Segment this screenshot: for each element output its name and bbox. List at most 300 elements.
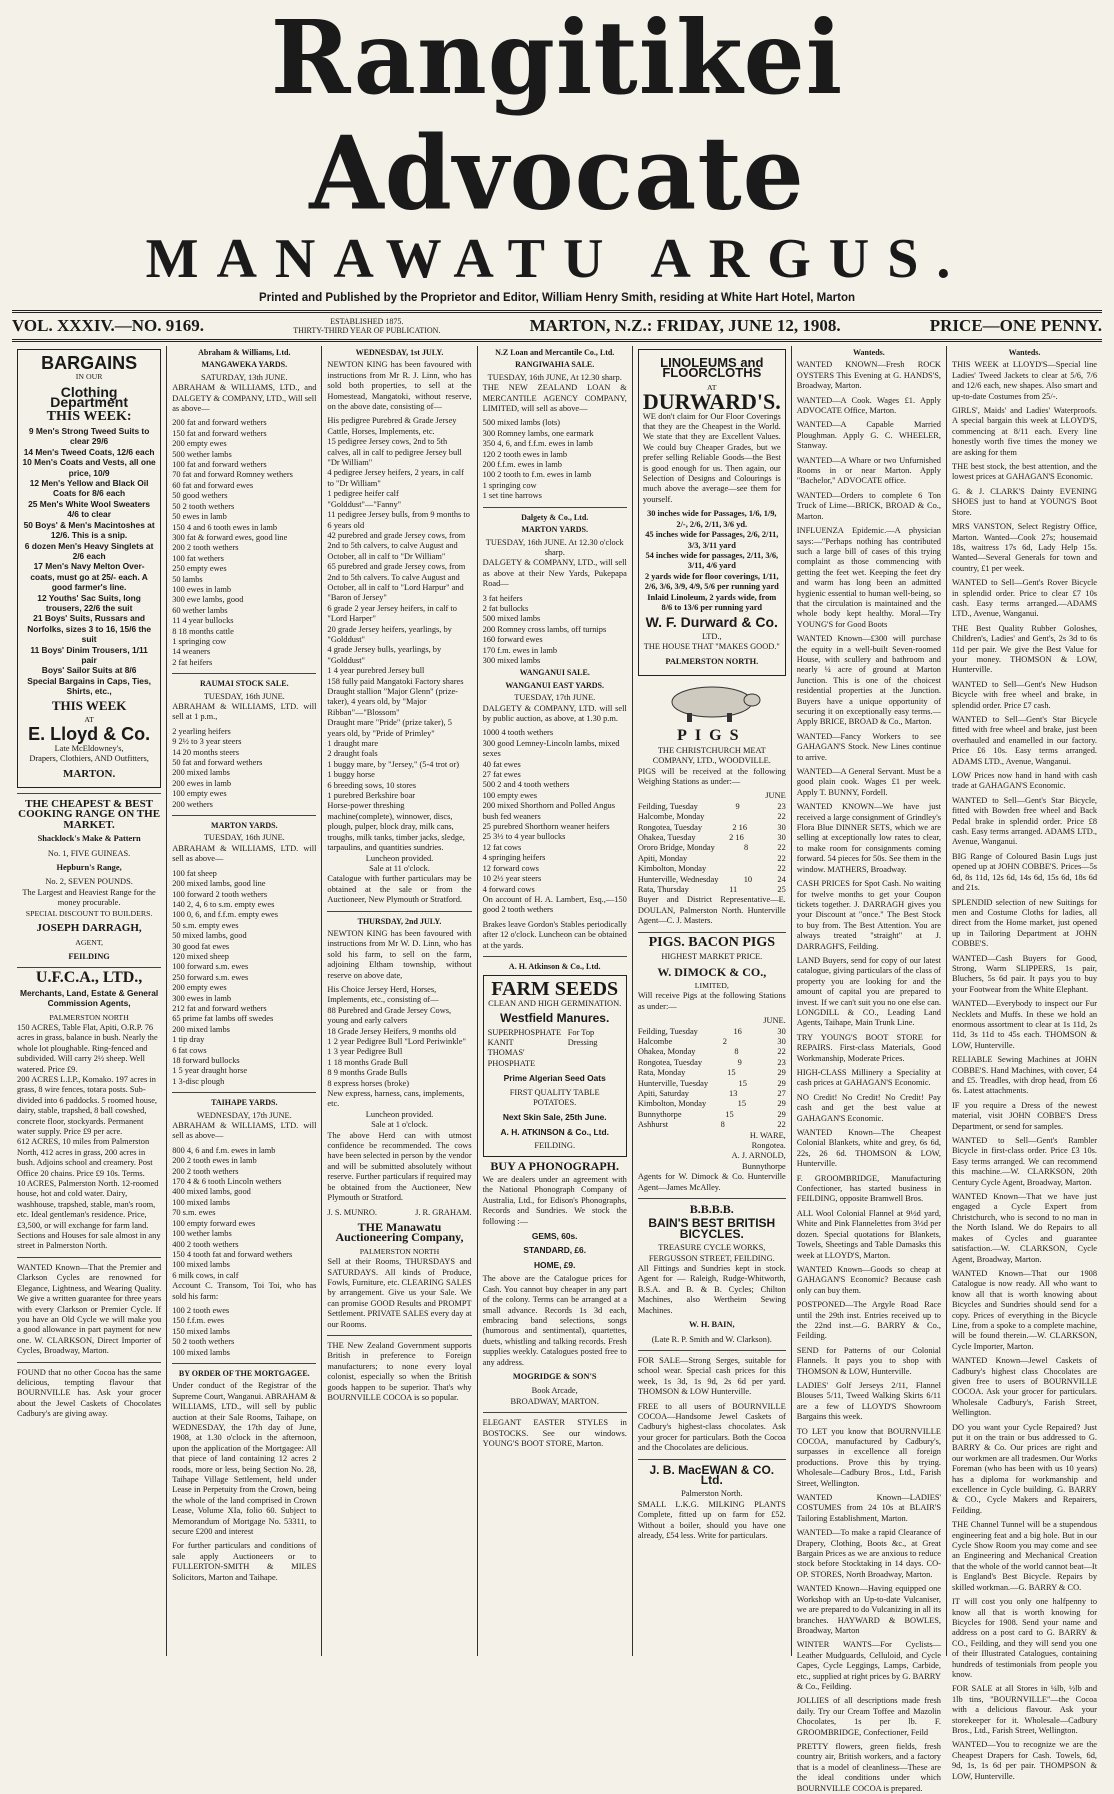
list-item: His pedigree Purebred & Grade Jersey Cattle, Horses, Implements, etc. — [327, 416, 457, 436]
list-item: MRS VANSTON, Select Registry Office, Marton. Wanted—Cook 27s; housemaid 18s, waitress 17s 6d, Lady Help 15s. Wanted—Several Generals for town and country, £1 per week. — [951, 522, 1098, 573]
luncheon-text: Luncheon provided. — [365, 1109, 434, 1119]
list-item: 100 forward s.m. ewes — [172, 962, 249, 972]
list-item: 400 mixed lambs, good — [172, 1187, 251, 1197]
table-cell: Kimbolton, Monday — [637, 864, 707, 874]
manure-super: SUPERPHOSPHATE — [487, 1027, 562, 1037]
list-item: 350 4, 6, and f.f.m. ewes in lamb — [482, 439, 593, 449]
list-item: 200 empty ewes — [172, 983, 227, 993]
price: PRICE—ONE PENNY. — [929, 316, 1102, 335]
list-item: HIGH-CLASS Millinery a Speciality at cash prices at GAHAGAN'S Economic. — [796, 1068, 941, 1088]
firm-heading: N.Z Loan and Mercantile Co., Ltd. — [495, 348, 615, 357]
list-item: 6 breeding sows, 10 stores — [327, 780, 417, 790]
list-item: 2 yearling heifers — [172, 726, 231, 736]
table-cell: 29 — [777, 1068, 786, 1078]
list-item: 100 empty ewes — [172, 789, 227, 799]
list-item: 1 3-disc plough — [172, 1076, 225, 1086]
table-cell: Apiti, Saturday — [637, 1088, 689, 1098]
highest-price: HIGHEST MARKET PRICE. — [661, 952, 763, 962]
list-item: 14 20 months steers — [172, 747, 239, 757]
list-item: 60 fat and forward ewes — [172, 480, 254, 490]
sale-title: MANGAWEKA YARDS. — [201, 360, 288, 370]
list-item: DO you want your Cycle Repaired? Just put it on the train or bus addressed to G. BARRY & Co. Our prices are right and our workmen are all tradesmen. Our Works Foreman (who has been with us 10 years) has a diploma for workmanship and excellence in Cycle building. G. BARRY & CO., Cycle Makers and Repairers, Feilding. — [951, 1422, 1098, 1515]
list-item: 1 draught mare — [327, 739, 379, 749]
ware-name: H. WARE, — [749, 1130, 786, 1140]
list-item: 8 18 months cattle — [172, 626, 234, 636]
list-item: F. GROOMBRIDGE, Manufacturing Confectioner, has started business in FEILDING, opposite Bramwell Bros. — [796, 1173, 941, 1204]
list-item: 1 3 year Pedigree Bull — [327, 1047, 403, 1057]
table-row — [638, 1110, 786, 1120]
book-arcade: Book Arcade, — [531, 1386, 578, 1396]
graham-name: J. R. GRAHAM. — [415, 1207, 472, 1217]
agent-text: AGENT, — [75, 937, 103, 947]
list-item: 2 fat bullocks — [482, 603, 529, 613]
list-item: 50 2 tooth wethers — [172, 501, 235, 511]
farm-seeds-sub: CLEAN AND HIGH GERMINATION. — [488, 998, 622, 1008]
sale-intro: ABRAHAM & WILLIAMS, LTD. will sell as above— — [172, 1121, 317, 1141]
bargains-heading: BARGAINS — [41, 353, 138, 373]
sale-intro: THE NEW ZEALAND LOAN & MERCANTILE AGENCY COMPANY, LIMITED, will sell as above— — [482, 383, 627, 414]
list-item: 100 fat and forward wethers — [172, 460, 267, 470]
list-item: 6 dozen Men's Heavy Singlets at 2/6 each — [24, 540, 154, 561]
table-cell: Rata, Thursday — [637, 885, 689, 895]
table-cell: Halcombe — [637, 1036, 673, 1046]
list-item: WANTED Known—That we have just engaged a Cycle Expert from Christchurch, who is second to no man in the North Island. We do Repairs to all makes of Cycles and guarantee satisfaction.—W. CLARKSON, Cycle Agent, Broadway, Marton. — [951, 1192, 1098, 1264]
list-item: WANTED—To make a rapid Clearance of Drapery, Clothing, Boots &c., at Great Bargain Prices as we are anxious to reduce stock before Stocktaking in 14 days. CO-OP. STORES, North Broadway, Marton. — [796, 1528, 941, 1579]
sale-date: TUESDAY, 16th JUNE. At 12.30 o'clock sharp. — [485, 537, 624, 557]
table-cell: 22 — [777, 864, 786, 874]
column-5 — [633, 346, 792, 1656]
divider — [483, 956, 627, 957]
list-item: THE Best Quality Rubber Goloshes, Children's, Ladies' and Gent's, 2s 3d to 6s 11d per pair. We give the Best Value for your money. THOMSON & LOW, Hunterville. — [951, 623, 1098, 675]
table-cell: Rongotea, Tuesday — [637, 1057, 703, 1067]
list-item: 6 fat cows — [172, 1045, 207, 1055]
list-item: SPLENDID selection of new Suitings for men and Costume Cloths for ladies, all direct from the Home market, just opened up in Tailoring Department at JOHN COBBE'S. — [951, 897, 1098, 949]
list-item: 100 mixed lambs — [172, 1260, 230, 1270]
list-item: 140 2, 4, 6 to s.m. empty ewes — [172, 899, 275, 909]
list-item: WANTED—A Whare or two Unfurnished Rooms in or near Marton. Apply "Bachelor," ADVOCATE office. — [796, 455, 941, 486]
lino-prices — [643, 509, 781, 613]
list-item: 100 mixed lambs — [172, 1197, 230, 1207]
list-item: 25 3½ to 4 year bullocks — [482, 832, 566, 842]
list-item: 50 lambs — [172, 574, 203, 584]
divider — [17, 1362, 161, 1363]
list-item: WANTED to Sell—Gent's Star Bicycle, fitted with Bowden free wheel and Back Pedal brake in splendid order. Price £8 cash. Easy terms arranged. ADAMS LTD., Avenue, Wanganui. — [951, 795, 1098, 847]
table-cell: Rata, Monday — [637, 1068, 686, 1078]
list-item: 50 fat and forward wethers — [172, 758, 263, 768]
table-row — [638, 802, 786, 812]
newton-king-intro: NEWTON KING has been favoured with instructions from Mr W. D. Linn, who has sold his farm, to sell on the farm, adjoining Eltham township, without reserve on above date, — [327, 928, 472, 980]
list-item: Sections and Houses for sale almost in any street in Palmerston North. — [17, 1231, 161, 1251]
list-item: 612 ACRES, 10 miles from Palmerston North, 412 acres in grass, 200 acres in bush. Adjoins school and creamery. Post Office 20 chains. Price £9 10s. Terms. — [17, 1137, 153, 1178]
column-1 — [12, 346, 167, 1656]
volume-number: VOL. XXXIV.—NO. 9169. — [12, 316, 205, 335]
sale-intro: DALGETY & COMPANY, LTD., will sell as above at their New Yards, Pukepapa Road— — [482, 558, 627, 589]
account-items — [172, 1306, 316, 1358]
manure-thomas: THOMAS' PHOSPHATE — [487, 1048, 536, 1068]
list-item: 17 Men's Navy Melton Over-coats, must go at 25/- each. A good farmer's line. — [30, 561, 148, 593]
mogridge-name: MOGRIDGE & SON'S — [512, 1371, 597, 1381]
list-item: 1 buggy horse — [327, 770, 375, 780]
brakes-text: Brakes leave Gordon's Stables periodically after 12 o'clock. Luncheon can be obtained at the yards. — [482, 919, 627, 950]
table-row — [638, 1089, 786, 1099]
manawatu-heading: THE Manawatu Auctioneering Company, — [335, 1219, 464, 1245]
list-item: 50 2 tooth wethers — [172, 1337, 235, 1347]
list-item: 18 Grade Jersey Heifers, 9 months old — [327, 1026, 457, 1036]
table-row — [638, 1037, 786, 1047]
manawatu-place: PALMERSTON NORTH — [359, 1246, 440, 1256]
atkinson-name: A. H. ATKINSON & Co., Ltd. — [500, 1126, 609, 1137]
divider — [17, 1257, 161, 1258]
sale-date: TUESDAY, 16th JUNE. — [203, 833, 285, 843]
westfield-heading: Westfield Manures. — [500, 1011, 610, 1026]
table-cell: 15 — [737, 1099, 746, 1109]
list-item: WANTED KNOWN—Fresh ROCK OYSTERS This Evening at G. HANDS'S, Broadway, Marton. — [796, 360, 941, 391]
table-cell: 23 — [777, 1057, 786, 1067]
table-cell: 22 — [777, 812, 786, 822]
phonograph-text: We are dealers under an agreement with the National Phonograph Company of Australia, Ltd., for Edison's Phonographs, Records and Sundries. We stock the following :— — [482, 1175, 627, 1226]
table-cell: 27 — [777, 1088, 786, 1098]
list-item: 8 express horses (broke) — [327, 1078, 410, 1088]
newspaper-title: Rangitikei Advocate — [270, 0, 844, 233]
wanted-ads — [952, 360, 1097, 1782]
list-item: WANTED to Sell—Gent's Rambler Bicycle in first-class order. Price £3 10s. Easy terms arranged. We can recommend this machine.—W. CLARKSON, 20th Century Cycle Agent, Broadway, Marton. — [951, 1136, 1098, 1187]
list-item: WANTED—Cash Buyers for Good, Strong, Warm SLIPPERS, 1s pair, Bluchers, 5s 6d pair. It pays you to buy your Footwear from the White Elephant. — [951, 953, 1098, 994]
list-item: 27 fat ewes — [482, 770, 521, 780]
june-label: JUNE — [765, 791, 786, 801]
cooking-range-heading: THE CHEAPEST & BEST COOKING RANGE ON THE MARKET. — [18, 798, 161, 831]
list-item: 200 wethers — [172, 799, 213, 809]
list-item: 500 2 and 4 tooth wethers — [482, 780, 570, 790]
feilding-text: FEILDING. — [534, 1141, 576, 1151]
drapers-text: Drapers, Clothiers, AND Outfitters, — [29, 754, 149, 764]
macewan-heading: J. B. MacEWAN & CO. Ltd. — [649, 1462, 775, 1487]
list-item: 14 Men's Tweed Coats, 12/6 each — [23, 446, 155, 457]
table-row — [638, 1058, 786, 1068]
ltd-text: LTD., — [701, 631, 722, 641]
stations-table — [638, 1027, 786, 1131]
list-item: 150 ACRES, Table Flat, Apiti, O.R.P. 76 acres in grass, balance in bush. Nearly the whole lot ploughable. Ring-fenced and subdivided. Will carry 2½ sheep. Well watered. Price £9. — [17, 1022, 158, 1074]
list-item: 50 good wethers — [172, 491, 228, 501]
list-item: 200 ACRES L.I.P., Komako. 197 acres in grass, 8 wire fences, totara posts. Sub-divided into 6 paddocks. 5 roomed house, dairy, stable, trapshed, 8 ball cowshed, concrete floor, stockyards. Permanent water supply. Price £9 per acre. — [17, 1074, 158, 1136]
newspaper-subtitle: MANAWATU ARGUS. — [145, 228, 969, 290]
divider — [638, 1459, 786, 1460]
table-row — [638, 1068, 786, 1078]
list-item: 1 2 year Pedigree Bull "Lord Periwinkle" — [327, 1037, 466, 1046]
column-3 — [322, 346, 477, 1656]
list-item: 150 mixed lambs — [172, 1326, 230, 1336]
list-item: WANTED—You to recognize we are the Cheapest Drapers for Cash. Towels, 6d, 9d, 1s, 1s 6d per pair. THOMPSON & LOW, Hunterville. — [951, 1740, 1098, 1781]
list-item: 12 Men's Yellow and Black Oil Coats for 8/6 each — [29, 478, 149, 499]
columns — [12, 346, 1102, 1793]
table-cell: 2 16 — [729, 833, 744, 843]
bbbb-heading: B.B.B.B. — [689, 1202, 734, 1217]
list-item: THIS WEEK at LLOYD'S—Special line Ladies' Tweed Jackets to clear at 5/6, 7/6 and 12/6 each, new shapes. Also smart and up-to-date Costumes from 25/-. — [951, 360, 1098, 401]
table-cell: 30 — [777, 1036, 786, 1046]
list-item: WANTED Known—That our 1908 Catalogue is now ready. All who want to know all that is worth knowing about Bicycles and Sundries should send for a copy. Prices of everything in the Bicycle Line, from a spoke to a complete machine, will be found therein.—W. CLARKSON, Cycle Importer, Marton. — [951, 1268, 1098, 1351]
sale-date: THURSDAY, 2nd JULY. — [357, 916, 442, 926]
table-cell: 30 — [777, 822, 786, 832]
list-item: 11 Boys' Dinim Trousers, 1/11 pair — [30, 644, 148, 665]
list-item: 10 ACRES, Palmerston North. 12-roomed house, hot and cold water. Dairy, washhouse, trapshed, stable, man's room, etc. Ideal gentleman's residence. Price, £3,500, or will exchange for farm land. — [17, 1179, 159, 1230]
table-row — [638, 1099, 786, 1109]
list-item: 65 prime fat lambs off swedes — [172, 1014, 274, 1024]
printed-by-line: Printed and Published by the Proprietor and Editor, William Henry Smith, residing at White Hart Hotel, Marton — [258, 292, 856, 304]
list-item: 800 4, 6 and f.m. ewes in lamb — [172, 1145, 276, 1155]
list-item: 1 tip dray — [172, 1035, 205, 1045]
table-cell: 29 — [777, 1099, 786, 1109]
serges-ad: FOR SALE—Strong Serges, suitable for school wear. Special cash prices for this week, 1s 3d, 1s 9d, 2s 6d per yard. THOMSON & LOW Hunterville. — [637, 1355, 786, 1397]
list-item: 1 pedigree heifer calf "Golddust"—"Fanny" — [327, 489, 402, 509]
list-item: Special Bargains in Caps, Ties, Shirts, etc., — [27, 675, 151, 697]
sale-intro: ABRAHAM & WILLIAMS, LTD. will sell as above— — [172, 843, 317, 864]
standard-price: STANDARD, £6. — [523, 1245, 587, 1256]
list-item: 200 f.f.m. ewes in lamb — [482, 460, 562, 470]
sale-subtitle: WANGANUI EAST YARDS. — [505, 680, 605, 690]
receive-text: Will receive Pigs at the following Stations as under:— — [637, 991, 786, 1011]
list-item: Inlaid Linoleum, 2 yards wide, from 8/6 to 13/6 per running yard — [647, 592, 777, 612]
account-text: On account of H. A. Lambert, Esq.,—150 good 2 tooth wethers — [482, 894, 627, 915]
list-item: 500 mixed lambs (lots) — [482, 418, 561, 428]
sale-date: SATURDAY, 13th JUNE. — [201, 372, 288, 382]
list-item: 200 mixed lambs — [172, 768, 230, 778]
feilding-text: FEILDING — [68, 951, 110, 961]
ufca-subheading: Merchants, Land, Estate & General Commission Agents, — [19, 987, 159, 1009]
list-item: 100 mixed lambs — [172, 1347, 230, 1357]
list-item: WANTED Known—LADIES' COSTUMES from 24 10s at BLAIR'S Tailoring Establishment, Marton. — [796, 1493, 941, 1523]
mortgage-heading: BY ORDER OF THE MORTGAGEE. — [178, 1368, 310, 1378]
list-item: RELIABLE Sewing Machines at JOHN COBBE'S. Hand Machines, with cover, £4 and £5. Treadles, with drop head, from £6 6s. Latest attachments. — [951, 1055, 1098, 1096]
table-cell: 8 — [744, 843, 749, 853]
list-item: 100 2 tooth ewes — [172, 1305, 230, 1315]
table-row — [638, 843, 786, 853]
late-text: (Late R. P. Smith and W. Clarkson). — [651, 1334, 772, 1344]
list-item: 100 0, 6, and f.f.m. empty ewes — [172, 910, 279, 920]
list-item: 1 buggy mare, by "Jersey," (5-4 trot or) — [327, 759, 460, 769]
firm-heading: Dalgety & Co., Ltd. — [521, 512, 589, 522]
list-item: WANTED Known—The Cheapest Colonial Blankets, white and grey, 6s 6d, 22s, 26 6d. THOMSON & LOW, Hunterville. — [796, 1128, 941, 1169]
list-item: WANTED—A Cook. Wages £1. Apply ADVOCATE Office, Marton. — [796, 395, 941, 416]
list-item: 2 fat heifers — [172, 657, 213, 667]
pigs-text: PIGS will be received at the following Weighing Stations as under:— — [637, 766, 786, 786]
list-item: 158 fully paid Mangatoki Factory shares — [327, 676, 464, 686]
at-text: AT — [707, 382, 717, 392]
sale-date: TUESDAY, 17th JUNE. — [514, 693, 596, 703]
list-item: IT will cost you only one halfpenny to know all that is worth knowing for Bicycles for 1908. Send your name and address on a post card to G. BARRY & CO., Feilding, and they will send you one of their Illustrated Catalogues, containing hundreds of testimonials from people you know. — [951, 1597, 1098, 1679]
list-item: 1 4 year purebred Jersey bull — [327, 666, 425, 676]
divider — [638, 1350, 786, 1351]
list-item: G. & J. CLARK'S Dainty EVENING SHOES just to hand at YOUNG'S Boot Store. — [951, 486, 1098, 517]
table-cell: 9 — [737, 1057, 742, 1067]
account-text: Account C. Transom, Toi Toi, who has sold his farm: — [172, 1281, 317, 1301]
top-dressing: For Top Dressing — [567, 1027, 598, 1047]
table-cell: 10 — [743, 874, 753, 884]
list-item: 4 springing heifers — [482, 853, 546, 863]
column-6 — [792, 346, 947, 1793]
list-item: WANTED KNOWN—We have just received a large consignment of Grindley's Flora Blue DINNER SETS, which we are selling at exceptionally low rates to clear, to make room for consignments coming forward. 54 pieces for 50s. See them in the window. MATHERS, Broadway. — [796, 802, 941, 874]
list-item: His Choice Jersey Herd, Horses, Implements, etc., consisting of— — [327, 984, 439, 1005]
publication-year-note: THIRTY-THIRD YEAR OF PUBLICATION. — [293, 326, 441, 335]
list-item: PRETTY flowers, green fields, fresh country air, British workers, and a factory that is a model of cleanliness—These are the ideal conditions under which BOURNVILLE COCOA is prepared. — [796, 1741, 941, 1793]
masthead — [12, 0, 1102, 304]
column-4 — [478, 346, 633, 1656]
table-cell: Ohakea, Tuesday — [637, 833, 696, 843]
list-item: 6 milk cows, in calf — [172, 1270, 239, 1280]
established-year: ESTABLISHED 1875. — [330, 317, 404, 326]
wanteds-heading: Wanteds. — [1008, 348, 1041, 357]
table-cell: Apiti, Monday — [637, 853, 688, 863]
list-item: WANTED Known—Goods so cheap at GAHAGAN'S Economic? Because cash only can buy them. — [796, 1264, 941, 1295]
list-item: 300 fat & forward ewes, good line — [172, 532, 288, 542]
table-row — [638, 1079, 786, 1089]
list-item: 50 s.m. empty ewes — [172, 920, 239, 930]
skin-sale: Next Skin Sale, 25th June. — [502, 1112, 607, 1123]
list-item: 150 4 and 6 tooth ewes in lamb — [172, 522, 278, 532]
potatoes-text: FIRST QUALITY TABLE POTATOES. — [509, 1087, 600, 1107]
durward-ad — [638, 349, 786, 676]
column-2 — [167, 346, 322, 1656]
sale-title: RANGIWAHIA SALE. — [515, 360, 595, 370]
catalogue-text: Catalogue with further particulars may be obtained at the sale or from the Auctioneer, New Plymouth or Stratford. — [327, 874, 472, 905]
list-item: 10 Men's Coats and Vests, all one price, 10/9 — [22, 457, 156, 478]
table-cell: 2 — [722, 1036, 727, 1046]
wanteds-heading: Wanteds. — [852, 348, 885, 357]
list-item: 65 purebred and grade Jersey cows, from 2nd to 5th calvers. To calve August and October, all in calf to "Lord Harpur" and "Baron of Jersey" — [327, 562, 466, 603]
table-row — [638, 1027, 786, 1037]
table-cell: 29 — [777, 1078, 786, 1088]
table-row — [638, 1120, 786, 1130]
list-item: WINTER WANTS—For Cyclists—Leather Mudguards, Celluloid, and Cycle Capes, Cycle Leggings, Lamps, Carbide, etc., supplied at right prices by G. BARRY & Co., Feilding. — [796, 1640, 941, 1691]
farm-seeds-ad — [483, 975, 627, 1156]
list-item: 200 mixed Shorthorn and Polled Angus bush fed weaners — [482, 801, 615, 821]
table-cell: Hunterville, Tuesday — [637, 1078, 709, 1088]
list-item: 200 fat and forward wethers — [172, 418, 267, 428]
sale-items — [172, 869, 316, 1088]
bacon-pigs-heading: PIGS. BACON PIGS — [648, 934, 775, 950]
divider — [483, 507, 627, 508]
sale-title: WANGANUI SALE. — [519, 668, 590, 678]
list-item: 200 Romney cross lambs, off turnips — [482, 624, 607, 634]
list-item: 60 wether lambs — [172, 605, 228, 615]
phonograph-heading: BUY A PHONOGRAPH. — [490, 1158, 619, 1173]
bains-heading: BAIN'S BEST BRITISH BICYCLES. — [648, 1216, 776, 1241]
table-cell: 15 — [727, 1068, 736, 1078]
in-our-text: IN OUR — [75, 372, 103, 382]
manure-list — [488, 1028, 622, 1070]
shacklock-heading: Shacklock's Make & Pattern — [37, 834, 141, 844]
list-item: 14 weaners — [172, 647, 211, 657]
table-row — [638, 885, 786, 895]
list-item: 6 grade 2 year Jersey heifers, in calf to "Lord Harper" — [327, 603, 457, 624]
list-item: 50 Boys' & Men's Macintoshes at 12/6. This is a snip. — [23, 519, 155, 541]
table-cell: 22 — [777, 1120, 786, 1130]
farm-seeds-heading: FARM SEEDS — [491, 978, 619, 1001]
herd-note: The above Herd can with utmost confidence be recommended. The cows have been selected in person by the vendor and will be submitted absolutely without reserve. Further particulars if required may be obtained from the Auctioneer, New Plymouth or Stratford. — [327, 1130, 472, 1203]
list-item: 160 forward ewes — [482, 635, 543, 645]
list-item: 200 2 tooth wethers — [172, 543, 239, 553]
june-label: JUNE. — [763, 1016, 786, 1026]
table-cell: 22 — [777, 853, 786, 863]
list-item: 25 purebred Shorthorn weaner heifers — [482, 822, 610, 832]
list-item: 150 4 tooth fat and forward wethers — [172, 1249, 293, 1259]
sale-items — [327, 416, 471, 853]
list-item: ALL Wool Colonial Flannel at 9½d yard, White and Pink Flannelettes from 3½d per dozen. Special quotations for Blankets, Towels, Sheetings and Table Damasks this week at LLOYD'S, Marton. — [796, 1208, 941, 1260]
table-cell: Ashhurst — [637, 1120, 669, 1130]
place-date: MARTON, N.Z.: FRIDAY, JUNE 12, 1908. — [529, 316, 841, 335]
list-item: Draught mare "Pride" (prize taker), 5 years old, by "Pride of Primley" — [327, 718, 452, 738]
list-item: 250 forward s.m. ewes — [172, 972, 249, 982]
bain-text: All Fittings and Sundries kept in stock. Agent for — Raleigh, Rudge-Whitworth, B.S.A. and B. & B. Cycles; Chilton Machines, also Wertheim Sewing Machines. — [637, 1264, 786, 1315]
list-item: WANTED Known—Having equipped one Workshop with an Up-to-date Vulcaniser, we are prepared to do Vulcanizing in all its branches. HAYWARD & BOWLES, Broadway, Marton — [796, 1584, 941, 1635]
manure-names — [488, 1028, 568, 1070]
table-cell: 22 — [777, 843, 786, 853]
gems-price: GEMS, 60s. — [531, 1231, 578, 1242]
list-item: 200 ewes in lamb — [172, 778, 232, 788]
list-item: CASH PRICES for Spot Cash. No waiting for twelve months to get your Coupon tickets together. J. DARRAGH gives you your Discount at "once." The Best Stock to buy from. The Best Attention. You are always treated "straight" at J. DARRAGH'S, Feilding. — [796, 879, 941, 951]
table-cell: Feilding, Tuesday — [637, 1026, 698, 1036]
late-text: Late McEldowney's, — [54, 743, 124, 753]
lloyd-bargains-ad — [17, 349, 161, 788]
list-item: TO LET you know that BOURNVILLE COCOA, manufactured by Cadbury's, surpasses in excellence all foreign productions. Prove this by trying. Wholesale—Cadbury Bros., Ltd., Farish Street, Wellington. — [796, 1426, 941, 1488]
list-item: 100 ewes in lamb — [172, 584, 232, 594]
list-item: 9 2½ to 3 year steers — [172, 737, 242, 747]
table-cell: 15 — [725, 1109, 734, 1119]
table-cell: 30 — [777, 1026, 786, 1036]
munro-name: J. S. MUNRO. — [327, 1207, 377, 1217]
list-item: 200 empty ewes — [172, 439, 227, 449]
list-item: 1 purebred Berkshire boar — [327, 791, 416, 801]
list-item: 9 Men's Strong Tweed Suits to clear 29/6 — [28, 426, 150, 447]
list-item: BIG Range of Coloured Basin Lugs just opened up at JOHN COBBE'S. Prices—5s 6d, 8s 11d, 12s 6d, 14s 6d, 15s 6d, 18s 6d and 21s. — [951, 851, 1098, 893]
newton-king-intro: NEWTON KING has been favoured with instructions from Mr R. J. Linn, who has sold both properties, to sell at the Homestead, Mangatoki, without reserve, on the above date, consisting of— — [327, 360, 472, 412]
list-item: 12 forward cows — [482, 863, 539, 873]
table-row — [638, 875, 786, 885]
table-cell: 29 — [777, 1109, 786, 1119]
list-item: 30 good fat ewes — [172, 941, 230, 951]
list-item: 1 18 months Grade Bull — [327, 1057, 408, 1067]
list-item: 400 2 tooth wethers — [172, 1239, 239, 1249]
divider — [17, 793, 161, 794]
list-item: 88 Purebred and Grade Jersey Cows, young and early calvers — [327, 1005, 452, 1026]
list-item: 4 grade Jersey bulls, yearlings, by "Golddust" — [327, 645, 442, 665]
list-item: WANTED to Sell—Gent's Rover Bicycle in splendid order. Price to clear £7 10s cash. Easy terms arranged.—ADAMS LTD., Avenue, Wanganui. — [951, 578, 1098, 619]
list-item: LADIES' Golf Jerseys 2/11, Flannel Blouses 5/11, Tweed Walking Skirts 6/11 are a few of LLOYD'S Showroom Bargains this week. — [796, 1380, 941, 1422]
list-item: 8 9 months Grade Bulls — [327, 1068, 407, 1078]
ufca-place: PALMERSTON NORTH — [49, 1012, 129, 1022]
table-row — [638, 854, 786, 864]
list-item: 15 pedigree Jersey cows, 2nd to 5th calves, all in calf to pedigree Jersey bull "Dr William" — [327, 437, 462, 468]
largest-range-text: The Largest and Heaviest Range for the money procurable. — [22, 887, 156, 908]
sale-title: TAIHAPE YARDS. — [211, 1098, 278, 1108]
table-cell: Kimbolton, Monday — [637, 1099, 707, 1109]
list-item: 40 fat ewes — [482, 759, 521, 769]
list-item: 150 f.f.m. ewes — [172, 1316, 225, 1326]
list-item: 1000 4 tooth wethers — [482, 728, 554, 738]
sale-title: MARTON YARDS. — [521, 525, 588, 535]
phonograph-text-2: The above are the Catalogue prices for Cash. You cannot buy cheaper in any part of the colony. Terms can be arranged at a small advance. Records 1s 3d each, embracing band selections, songs (humorous and sentimental), quartettes, duets, whistling and talking records. Fresh supplies weekly. Catalogues posted free to any address. — [482, 1274, 627, 1367]
list-item: TRY YOUNG'S BOOT STORE for REPAIRS. First-class Materials, Good Workmanship, Moderate Prices. — [796, 1032, 941, 1063]
table-cell: 23 — [777, 801, 786, 811]
table-cell: 11 — [729, 885, 738, 895]
sale-items — [483, 728, 627, 895]
sale-intro: ABRAHAM & WILLIAMS, LTD., and DALGETY & COMPANY, LTD., Will sell as above— — [172, 383, 317, 414]
pig-illustration — [638, 680, 786, 727]
list-item: 200 2 tooth ewes in lamb — [172, 1156, 257, 1166]
list-item: WANTED—Fancy Workers to see GAHAGAN'S Stock. New Lines continue to arrive. — [796, 731, 941, 762]
list-item: 100 empty ewes — [482, 790, 538, 800]
table-row — [638, 864, 786, 874]
list-item: 1 5 year draught horse — [172, 1066, 248, 1076]
house-slogan: THE HOUSE THAT "MAKES GOOD." — [643, 642, 780, 652]
